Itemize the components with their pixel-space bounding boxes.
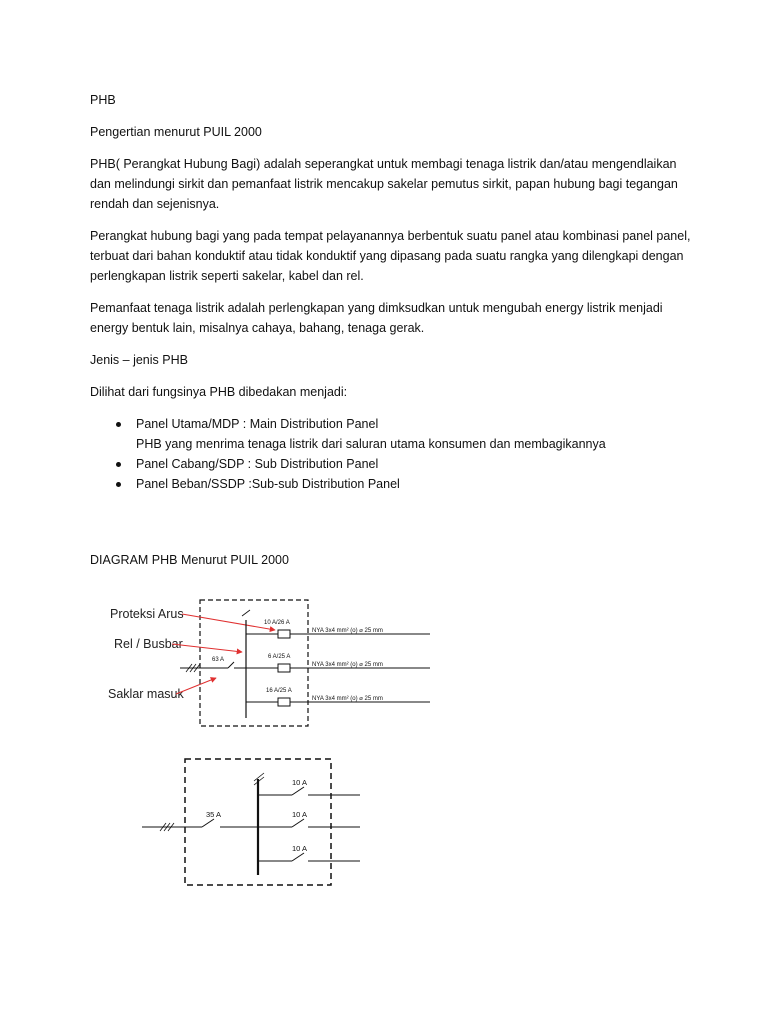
annotation-saklar-masuk: Saklar masuk xyxy=(108,687,184,701)
list-item xyxy=(90,414,700,454)
heading-jenis: Jenis – jenis PHB xyxy=(90,353,188,367)
branch-rating: 10 A xyxy=(292,844,308,853)
branch-cable: NYA 3x4 mm² (o) ⌀ 25 mm xyxy=(312,696,383,702)
bullet-icon xyxy=(116,422,121,427)
arrow-saklar xyxy=(176,678,216,694)
list-item-title: Panel Beban/SSDP :Sub-sub Distribution Panel xyxy=(136,477,400,491)
diagram-title: DIAGRAM PHB Menurut PUIL 2000 xyxy=(90,553,289,567)
branch-3 xyxy=(246,688,430,706)
incoming-rating: 63 A xyxy=(212,657,225,663)
list-item-desc: PHB yang menrima tenaga listrik dari saluran utama konsumen dan membagikannya xyxy=(136,437,606,451)
arrow-proteksi xyxy=(182,614,275,630)
annotation-rel-busbar: Rel / Busbar xyxy=(114,637,183,651)
paragraph-3: Pemanfaat tenaga listrik adalah perlengkapan yang dimksudkan untuk mengubah energy listrik menjadi energy bentuk lain, misalnya cahaya, bahang, tenaga gerak. xyxy=(90,301,663,335)
list-item-title: Panel Cabang/SDP : Sub Distribution Panel xyxy=(136,457,379,471)
branch-rating: 10 A xyxy=(292,810,308,819)
paragraph-2: Perangkat hubung bagi yang pada tempat pelayanannya berbentuk suatu panel atau kombinasi panel panel, terbuat dari bahan konduktif atau tidak konduktif yang dipasang pada suatu rangka yang dilengkapi dengan perlengkapan listrik seperti sakelar, kabel dan rel. xyxy=(90,229,691,283)
branch-rating: 10 A/26 A xyxy=(264,620,290,626)
document-body xyxy=(90,90,700,494)
branch-rating: 10 A xyxy=(292,778,308,787)
branch-1 xyxy=(258,778,360,795)
branch-2 xyxy=(246,654,430,672)
list-item xyxy=(90,454,700,474)
incoming-rating: 35 A xyxy=(206,810,222,819)
heading-phb: PHB xyxy=(90,93,116,107)
list-item-title: Panel Utama/MDP : Main Distribution Panel xyxy=(136,417,379,431)
phb-type-list xyxy=(90,414,700,494)
diagram-1 xyxy=(100,590,440,730)
branch-cable: NYA 3x4 mm² (o) ⌀ 25 mm xyxy=(312,628,383,634)
subheading-pengertian: Pengertian menurut PUIL 2000 xyxy=(90,125,262,139)
list-intro: Dilihat dari fungsinya PHB dibedakan menjadi: xyxy=(90,385,348,399)
paragraph-1: PHB( Perangkat Hubung Bagi) adalah seperangkat untuk membagi tenaga listrik dan/atau mengendlaikan dan melindungi sirkit dan pemanfaat listrik mencakup sakelar pemutus sirkit, papan hubung bagi tegangan rendah dan sejenisnya. xyxy=(90,157,678,211)
panel-enclosure xyxy=(200,600,308,726)
branch-1 xyxy=(246,620,430,638)
branch-cable: NYA 3x4 mm² (o) ⌀ 25 mm xyxy=(312,662,383,668)
branch-3 xyxy=(258,844,360,861)
bullet-icon xyxy=(116,462,121,467)
branch-rating: 6 A/25 A xyxy=(268,654,291,660)
diagram-2 xyxy=(140,755,380,890)
branch-rating: 16 A/25 A xyxy=(266,688,292,694)
branch-2 xyxy=(258,810,360,827)
bullet-icon xyxy=(116,482,121,487)
list-item xyxy=(90,474,700,494)
annotation-proteksi-arus: Proteksi Arus xyxy=(110,607,184,621)
